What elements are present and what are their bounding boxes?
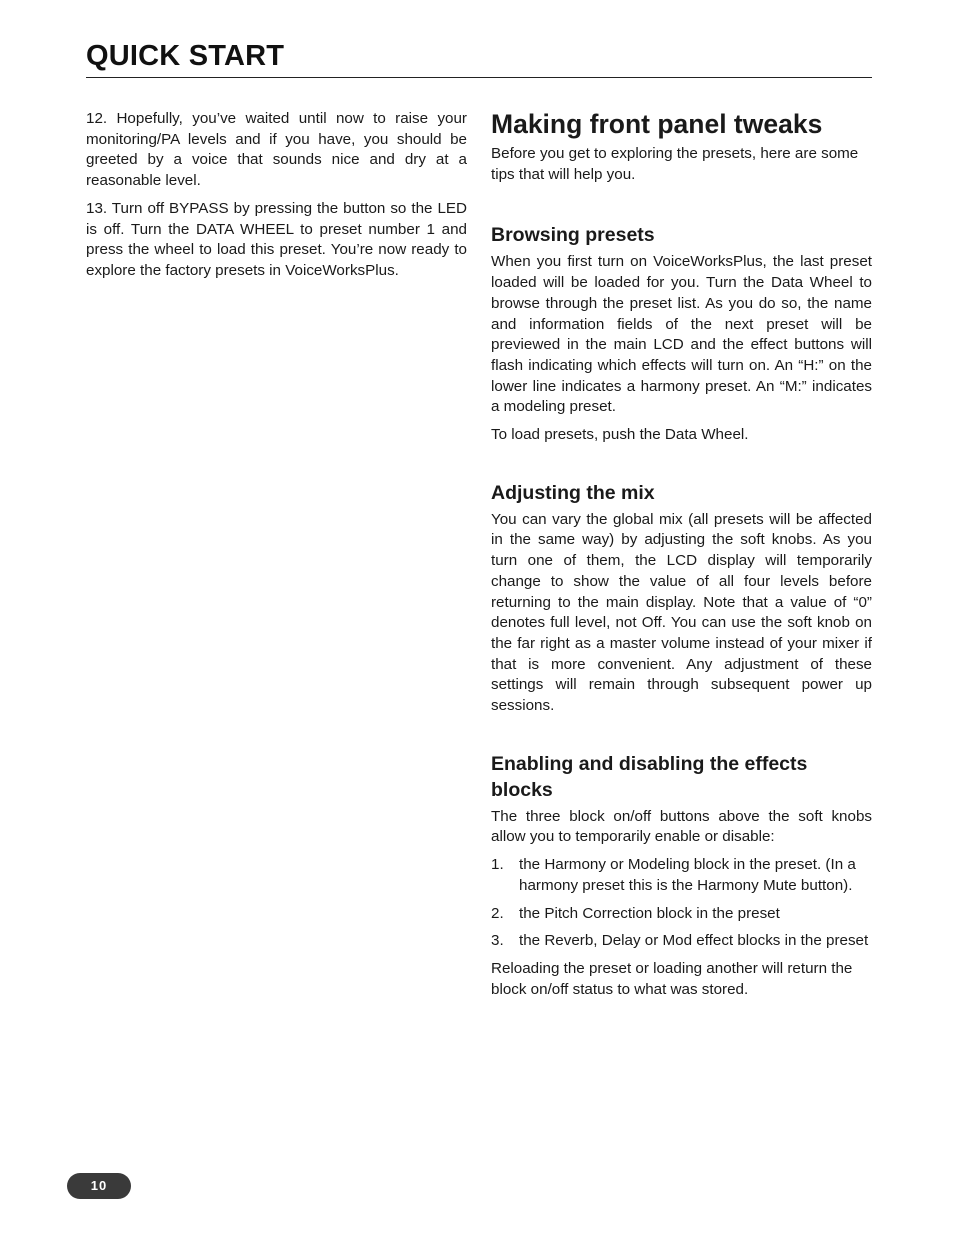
browsing-presets-heading: Browsing presets	[491, 224, 655, 247]
list-item	[491, 855, 872, 896]
page-header-title: QUICK START	[86, 40, 285, 72]
right-column	[491, 106, 872, 1007]
left-column	[86, 109, 467, 289]
list-item-text: the Pitch Correction block in the preset	[519, 904, 780, 922]
load-presets-paragraph: To load presets, push the Data Wheel.	[491, 426, 749, 444]
list-item	[491, 931, 872, 952]
list-item-number: 2.	[491, 904, 504, 922]
list-item	[491, 904, 872, 925]
list-item-text: the Reverb, Delay or Mod effect blocks in the preset	[519, 932, 869, 950]
adjusting-mix-heading: Adjusting the mix	[491, 481, 655, 504]
blocks-list	[491, 855, 872, 952]
browsing-paragraph: When you first turn on VoiceWorksPlus, the last preset loaded will be loaded for you. Turn the Data Wheel to browse through the preset list. As you do so, the name and information fields of the next preset will be previewed in the main LCD and the effect buttons will flash indicating which effects will turn on. An “H:” on the lower line indicates a harmony preset. An “M:” indicates a modeling preset.	[491, 253, 872, 416]
list-item-number: 3.	[491, 932, 504, 950]
blocks-outro-paragraph: Reloading the preset or loading another will return the block on/off status to what was stored.	[491, 959, 853, 998]
step-12-paragraph: 12. Hopefully, you’ve waited until now to raise your monitoring/PA levels and if you have, you should be greeted by a voice that sounds nice and dry at a reasonable level.	[86, 110, 467, 190]
list-item-number: 1.	[491, 856, 504, 874]
section-title: Making front panel tweaks	[491, 109, 823, 139]
page-number-badge: 10	[67, 1173, 131, 1199]
effects-blocks-heading: Enabling and disabling the effects blocks	[491, 752, 808, 801]
header-rule	[86, 77, 872, 78]
step-13-paragraph: 13. Turn off BYPASS by pressing the button so the LED is off. Turn the DATA WHEEL to preset number 1 and press the wheel to load this preset. You’re now ready to explore the factory presets in VoiceWorksPlus.	[86, 199, 467, 279]
mix-paragraph: You can vary the global mix (all presets will be affected in the same way) by adjusting the soft knobs. As you turn one of them, the LCD display will temporarily change to show the value of all four levels before returning to the main display. Note that a value of “0” denotes full level, not Off. You can use the soft knob on the far right as a master volume instead of your mixer if that is more convenient. Any adjustment of these settings will remain through subsequent power up sessions.	[491, 510, 872, 715]
list-item-text: the Harmony or Modeling block in the preset. (In a harmony preset this is the Harmony Mute button).	[519, 856, 856, 894]
intro-paragraph: Before you get to exploring the presets, here are some tips that will help you.	[491, 145, 859, 183]
blocks-intro-paragraph: The three block on/off buttons above the soft knobs allow you to temporarily enable or disable:	[491, 807, 872, 846]
